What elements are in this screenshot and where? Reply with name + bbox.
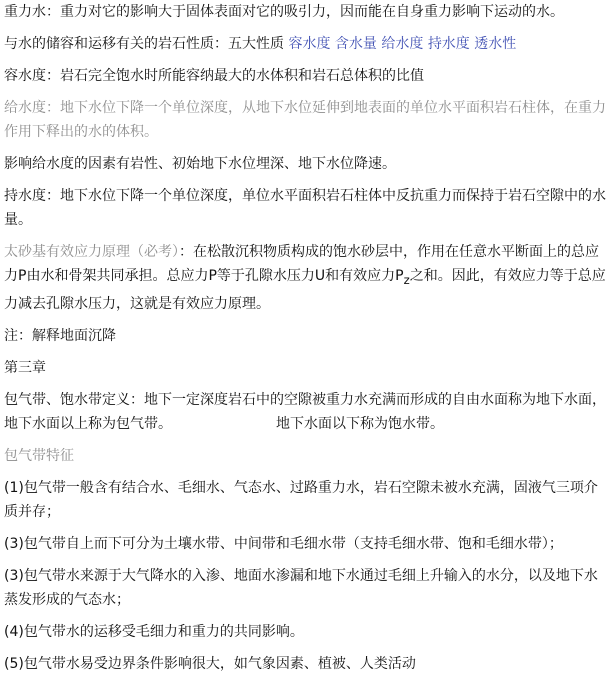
chapter-heading: 第三章 [4,359,46,376]
vadose-features-heading: 包气带特征 [4,447,74,464]
property-permeability: 透水性 [474,36,517,52]
gravity-water-definition: 重力水：重力对它的影响大于固体表面对它的吸引力，因而能在自身重力影响下运动的水。 [4,4,564,20]
effective-stress-body: ：在松散沉积物质构成的饱水砂层中，作用在任意水平断面上的总应力P由水和骨架共同承担。总应力P等于孔隙水压力U和有效应力P [4,244,599,284]
effective-stress-principle [4,240,608,316]
property-specific-yield: 给水度 [381,36,424,52]
rock-properties-prefix: 与水的储容和运移有关的岩石性质：五大性质 [4,36,284,52]
note-line: 注：解释地面沉降 [4,327,116,344]
feature-item: (4)包气带水的运移受毛细力和重力的共同影响。 [4,623,304,640]
feature-item: (3)包气带水来源于大气降水的入渗、地面水渗漏和地下水通过毛细上升输入的水分，以及地下水蒸发形成的气态水； [4,567,598,608]
specific-yield-definition: 给水度：地下水位下降一个单位深度，从地下水位延伸到地表面的单位水平面积岩石柱体，在重力作用下释出的水的体积。 [4,100,606,140]
feature-item: (3)包气带自上而下可分为土壤水带、中间带和毛细水带（支持毛细水带、饱和毛细水带）； [4,535,563,552]
property-retention: 持水度 [427,36,470,52]
capacity-definition: 容水度：岩石完全饱水时所能容纳最大的水体积和岩石总体积的比值 [4,68,424,84]
property-capacity: 容水度 [288,36,331,52]
feature-item: (1)包气带一般含有结合水、毛细水、气态水、过路重力水，岩石空隙未被水充满，固液气三项介质并存； [4,479,598,520]
zone-definition-main: 包气带、饱水带定义：地下一定深度岩石中的空隙被重力水充满而形成的自由水面称为地下水面，地下水面以上称为包气带。 [4,391,606,432]
feature-item: (5)包气带水易受边界条件影响很大，如气象因素、植被、人类活动 [4,655,416,672]
effective-stress-tail: 之和。因此，有效应力等于总应力减去孔隙水压力，这就是有效应力原理。 [4,268,606,312]
specific-yield-factors: 影响给水度的因素有岩性、初始地下水位埋深、地下水位降速。 [4,156,396,172]
effective-stress-subscript: z [403,272,410,287]
property-water-content: 含水量 [334,36,377,52]
effective-stress-label: 太砂基有效应力原理（必考） [4,244,179,260]
retention-definition: 持水度：地下水位下降一个单位深度，单位水平面积岩石柱体中反抗重力而保持于岩石空隙中的水量。 [4,188,606,228]
zone-definition [4,388,608,436]
document-body [4,0,608,676]
rock-properties-line [4,32,608,56]
zone-definition-tail: 地下水面以下称为饱水带。 [276,415,444,432]
